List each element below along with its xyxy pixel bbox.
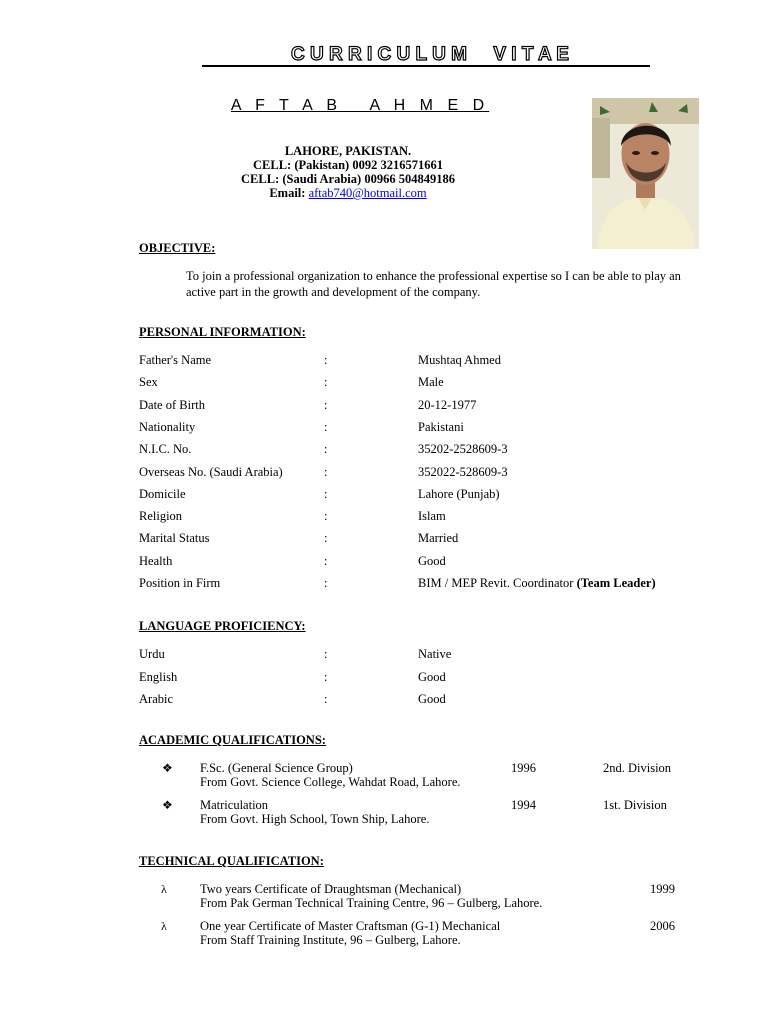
field-value: [418, 554, 446, 569]
field-colon: :: [324, 353, 328, 367]
personal-info-row: [0, 398, 768, 414]
technical-detail: From Pak German Technical Training Centre, 96 – Gulberg, Lahore.: [200, 896, 543, 910]
personal-info-row: [0, 420, 768, 436]
cv-title: C U R R I C U L U M V I T A E: [291, 44, 569, 65]
technical-detail: From Staff Training Institute, 96 – Gulberg, Lahore.: [200, 933, 461, 947]
academic-item: [0, 761, 768, 791]
field-colon: :: [324, 464, 328, 479]
email-label: Email:: [269, 186, 306, 200]
language-heading: LANGUAGE PROFICIENCY:: [139, 619, 306, 633]
field-label: N.I.C. No.: [139, 442, 192, 457]
field-label: Health: [139, 553, 173, 568]
field-label: Arabic: [139, 692, 174, 706]
field-value: [418, 576, 656, 591]
field-value: [418, 692, 446, 707]
candidate-name: A F T A B A H M E D: [230, 97, 490, 114]
personal-info-row: [0, 509, 768, 525]
field-value-text: Male: [418, 375, 444, 390]
field-value-text: Good: [418, 692, 446, 706]
field-value-text: Good: [418, 669, 446, 684]
personal-info-row: [0, 353, 768, 369]
personal-info-row: [0, 375, 768, 391]
technical-title: One year Certificate of Master Craftsman (G-1) Mechanical: [200, 919, 501, 933]
field-label: Date of Birth: [139, 397, 205, 412]
field-colon: :: [324, 442, 328, 457]
field-value: [418, 375, 444, 390]
field-label: Position in Firm: [139, 576, 221, 590]
field-label: Sex: [139, 375, 158, 390]
academic-detail: From Govt. High School, Town Ship, Lahore.: [200, 812, 430, 826]
field-value-text: BIM / MEP Revit. Coordinator: [418, 576, 574, 590]
academic-year: 1994: [511, 798, 536, 812]
field-colon: :: [324, 486, 328, 501]
field-value-text: Married: [418, 531, 459, 546]
field-colon: :: [324, 647, 328, 661]
field-colon: :: [324, 375, 328, 390]
field-colon: :: [324, 419, 328, 434]
field-value: [418, 398, 476, 413]
lambda-bullet-icon: λ: [161, 919, 167, 933]
field-value-text: 352022-528609-3: [418, 464, 508, 479]
field-label: English: [139, 669, 178, 684]
field-colon: :: [324, 397, 328, 412]
city: LAHORE, PAKISTAN.: [284, 144, 412, 158]
personal-info-row: [0, 442, 768, 458]
field-label: Marital Status: [139, 531, 210, 546]
academic-detail: From Govt. Science College, Wahdat Road, Lahore.: [200, 775, 461, 789]
cell-saudi: CELL: (Saudi Arabia) 00966 504849186: [241, 172, 455, 186]
title-underline: [202, 65, 650, 67]
field-value: [418, 487, 500, 502]
field-value: [418, 509, 446, 524]
personal-info-heading: PERSONAL INFORMATION:: [139, 325, 306, 339]
academic-heading: ACADEMIC QUALIFICATIONS:: [139, 733, 326, 747]
field-value: [418, 647, 451, 662]
objective-text: To join a professional organization to enhance the professional expertise so I can be able to play an active part in the growth and development of the company.: [186, 269, 681, 299]
diamond-bullet-icon: ❖: [162, 798, 173, 812]
personal-info-row: [0, 554, 768, 570]
field-value: [418, 465, 508, 480]
field-value-text: Pakistani: [418, 419, 464, 434]
field-value-text: Mushtaq Ahmed: [418, 353, 501, 367]
field-value: [418, 531, 458, 546]
field-label: Overseas No. (Saudi Arabia): [139, 464, 283, 479]
technical-year: 2006: [650, 919, 675, 933]
technical-item: [0, 882, 768, 912]
field-value: [418, 670, 446, 685]
objective-heading: OBJECTIVE:: [139, 241, 216, 255]
diamond-bullet-icon: ❖: [162, 761, 173, 775]
field-value-text: Islam: [418, 509, 446, 524]
lambda-bullet-icon: λ: [161, 882, 167, 896]
field-value: [418, 420, 464, 435]
field-value-emphasis: (Team Leader): [576, 576, 656, 590]
field-value-text: Lahore (Punjab): [418, 486, 500, 501]
field-value-text: 35202-2528609-3: [418, 442, 508, 457]
field-label: Urdu: [139, 647, 165, 661]
language-row: [0, 647, 768, 663]
field-colon: :: [324, 531, 328, 546]
profile-photo: [592, 98, 699, 249]
academic-item: [0, 798, 768, 828]
field-value-text: Native: [418, 647, 452, 661]
field-label: Father's Name: [139, 353, 212, 367]
field-value: [418, 353, 501, 368]
field-label: Domicile: [139, 486, 186, 501]
field-label: Religion: [139, 509, 183, 524]
language-row: [0, 670, 768, 686]
field-value-text: 20-12-1977: [418, 397, 477, 412]
personal-info-row: [0, 487, 768, 503]
field-value: [418, 442, 508, 457]
technical-item: [0, 919, 768, 949]
academic-division: 1st. Division: [603, 798, 667, 812]
technical-year: 1999: [650, 882, 675, 896]
field-colon: :: [324, 553, 328, 568]
field-colon: :: [324, 576, 328, 590]
personal-info-row: [0, 531, 768, 547]
email-link[interactable]: aftab740@hotmail.com: [308, 186, 427, 200]
academic-division: 2nd. Division: [603, 761, 672, 775]
field-colon: :: [324, 669, 328, 684]
field-colon: :: [324, 692, 328, 706]
field-value-text: Good: [418, 553, 446, 568]
language-row: [0, 692, 768, 708]
academic-title: F.Sc. (General Science Group): [200, 761, 353, 775]
technical-title: Two years Certificate of Draughtsman (Mechanical): [200, 882, 462, 896]
academic-title: Matriculation: [200, 798, 269, 812]
personal-info-row: [0, 576, 768, 592]
personal-info-row: [0, 465, 768, 481]
academic-year: 1996: [511, 761, 536, 775]
technical-heading: TECHNICAL QUALIFICATION:: [139, 854, 324, 868]
field-label: Nationality: [139, 419, 196, 434]
cell-pakistan: CELL: (Pakistan) 0092 3216571661: [253, 158, 443, 172]
field-colon: :: [324, 509, 328, 524]
